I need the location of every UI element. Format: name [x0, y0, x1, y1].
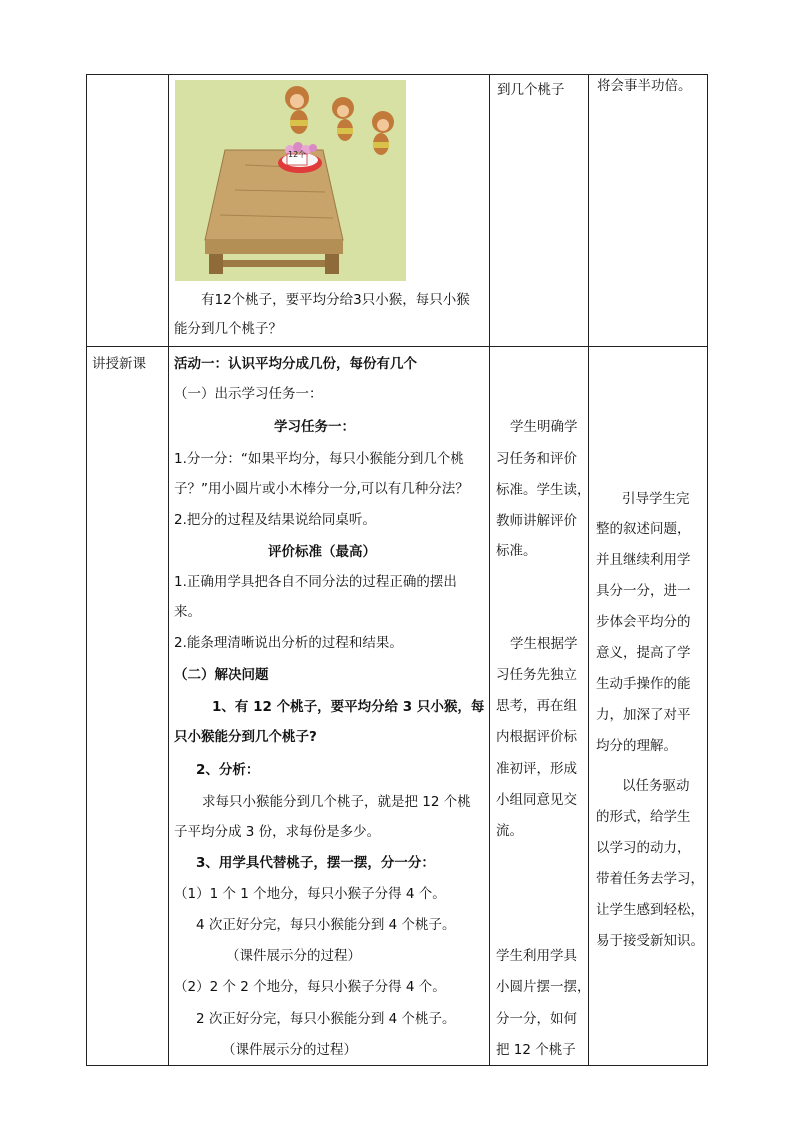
table-column-divider — [489, 74, 490, 1066]
content-line: （课件展示分的过程） — [226, 948, 361, 964]
content-line: （课件展示分的过程） — [222, 1042, 357, 1058]
problem-line: 能分到几个桃子？ — [174, 321, 282, 337]
row2-section-label: 讲授新课 — [92, 356, 146, 372]
intent-line: 的形式，给学生 — [596, 809, 691, 825]
activity-line: 标准。学生读， — [496, 482, 591, 498]
activity-line: 习任务和评价 — [496, 451, 577, 467]
row1-design-intent: 将会事半功倍。 — [597, 78, 692, 94]
content-line: 2.能条理清晰说出分析的过程和结果。 — [174, 635, 403, 651]
content-line: （1）1 个 1 个地分，每只小猴子分得 4 个。 — [174, 886, 446, 902]
intent-line: 让学生感到轻松， — [596, 902, 704, 918]
intent-line: 并且继续利用学 — [596, 552, 691, 568]
activity-line: 准初评，形成 — [496, 761, 577, 777]
activity-line: 流。 — [496, 823, 523, 839]
content-line: （一）出示学习任务一： — [174, 386, 323, 402]
intent-line: 带着任务去学习， — [596, 871, 704, 887]
table-border-top — [86, 74, 708, 75]
activity-line: 小圆片摆一摆， — [496, 979, 591, 995]
activity-title: 活动一：认识平均分成几份，每份有几个 — [174, 356, 417, 372]
content-line: 2 次正好分完，每只小猴能分到 4 个桃子。 — [196, 1011, 456, 1027]
intent-line: 意义，提高了学 — [596, 645, 691, 661]
activity-line: 教师讲解评价 — [496, 513, 577, 529]
content-line: 1.分一分：“如果平均分，每只小猴能分到几个桃 — [174, 451, 464, 467]
activity-line: 内根据评价标 — [496, 729, 577, 745]
content-line: 子平均分成 3 份，求每份是多少。 — [174, 824, 381, 840]
table-column-divider — [168, 74, 169, 1066]
intent-line: 整的叙述问题， — [596, 521, 691, 537]
content-line: 1、有 12 个桃子，要平均分给 3 只小猴，每 — [212, 699, 485, 715]
intent-line: 以学习的动力， — [596, 840, 691, 856]
intent-line: 易于接受新知识。 — [596, 933, 704, 949]
table-border-right — [707, 74, 708, 1066]
task-heading: 学习任务一： — [274, 419, 355, 435]
table-border-left — [86, 74, 87, 1066]
content-line: 1.正确用学具把各自不同分法的过程正确的摆出 — [174, 574, 457, 590]
content-line: 求每只小猴能分到几个桃子，就是把 12 个桃 — [202, 794, 471, 810]
content-line: （2）2 个 2 个地分，每只小猴子分得 4 个。 — [174, 979, 446, 995]
intent-line: 具分一分，进一 — [596, 583, 691, 599]
activity-line: 小组同意见交 — [496, 792, 577, 808]
intent-line: 力，加深了对平 — [596, 707, 691, 723]
content-line: 子？”用小圆片或小木棒分一分,可以有几种分法？ — [174, 481, 469, 497]
activity-line: 学生根据学 — [510, 636, 578, 652]
plate-label: 12个 — [288, 150, 307, 159]
monkeys-table-peaches-illustration — [175, 80, 406, 281]
intent-line: 步体会平均分的 — [596, 614, 691, 630]
table-column-divider — [588, 74, 589, 1066]
criteria-heading: 评价标准（最高） — [268, 544, 376, 560]
content-line: 2.把分的过程及结果说给同桌听。 — [174, 512, 376, 528]
activity-line: 标准。 — [496, 543, 537, 559]
content-line: 4 次正好分完，每只小猴能分到 4 个桃子。 — [196, 917, 456, 933]
content-line: 3、用学具代替桃子，摆一摆，分一分： — [196, 855, 435, 871]
activity-line: 把 12 个桃子 — [496, 1042, 576, 1058]
activity-line: 习任务先独立 — [496, 667, 577, 683]
activity-line: 学生利用学具 — [496, 948, 577, 964]
activity-line: 分一分，如何 — [496, 1011, 577, 1027]
row1-student-activity: 到几个桃子 — [497, 82, 565, 98]
intent-line: 引导学生完 — [622, 491, 690, 507]
intent-line: 以任务驱动 — [622, 778, 690, 794]
table-row-divider — [86, 346, 708, 347]
subsection-heading: （二）解决问题 — [174, 667, 269, 683]
activity-line: 学生明确学 — [510, 419, 578, 435]
content-line: 来。 — [174, 604, 201, 620]
content-line: 2、分析： — [196, 762, 260, 778]
intent-line: 生动手操作的能 — [596, 676, 691, 692]
table-border-bottom — [86, 1065, 708, 1066]
activity-line: 思考，再在组 — [496, 698, 577, 714]
lesson-illustration — [175, 80, 406, 281]
content-line: 只小猴能分到几个桃子? — [174, 729, 317, 745]
intent-line: 均分的理解。 — [596, 738, 677, 754]
problem-line: 有12个桃子，要平均分给3只小猴，每只小猴 — [201, 292, 470, 308]
